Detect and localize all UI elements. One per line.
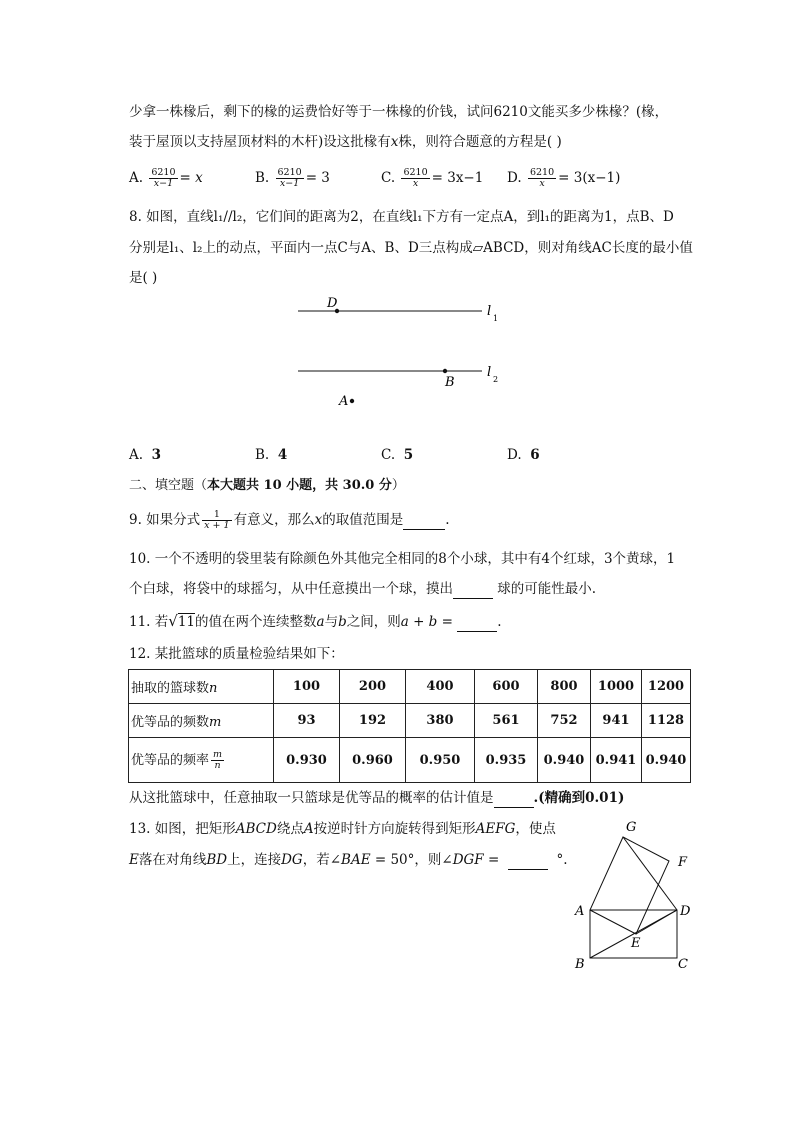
q8-option-c[interactable]: C. 5	[381, 447, 414, 463]
q10-line2: 个白球，将袋中的球摇匀，从中任意摸出一个球，摸出 球的可能性最小.	[129, 581, 597, 597]
q7-option-d[interactable]: D. $\frac{6210}{x}$ = 3(x−1)	[507, 167, 621, 189]
cell: 0.940	[642, 738, 691, 783]
cell: 0.940	[538, 738, 591, 783]
q10-line1: 10. 一个不透明的袋里装有除颜色外其他完全相同的8个小球，其中有4个红球，3个黄球，1	[129, 551, 676, 567]
row-label: 优等品的频率 $\frac{m}{n}$	[129, 738, 274, 783]
table-row	[129, 738, 691, 783]
q9: 9. 如果分式 $\frac{1}{x + 1}$ 有意义，那么x的取值范围是 .	[129, 509, 450, 531]
q7-line2: 装于屋顶以支持屋顶材料的木杆)设这批椽有x株，则符合题意的方程是( )	[129, 134, 562, 150]
table-row	[129, 670, 691, 704]
q8-figure	[290, 293, 510, 413]
cell: 0.930	[274, 738, 340, 783]
q7-option-b[interactable]: B. $\frac{6210}{x-1}$ = 3	[255, 167, 330, 189]
q11-answer-blank[interactable]	[457, 613, 497, 632]
cell: 100	[274, 670, 340, 704]
cell: 941	[591, 704, 642, 738]
cell: 0.941	[591, 738, 642, 783]
row-label: 抽取的篮球数n	[129, 670, 274, 704]
q13-answer-blank[interactable]	[508, 851, 548, 870]
label-b: B	[445, 375, 455, 390]
section2-title: 二、填空题（本大题共 10 小题，共 30.0 分）	[129, 478, 405, 493]
cell: 752	[538, 704, 591, 738]
label-a: A	[339, 394, 349, 409]
q8-option-a[interactable]: A. 3	[129, 447, 162, 463]
rect-aefg	[590, 837, 669, 934]
table-row	[129, 704, 691, 738]
label-l2: l	[487, 365, 492, 380]
label-l1-sub: 1	[493, 314, 499, 323]
cell: 0.960	[340, 738, 406, 783]
cell: 800	[538, 670, 591, 704]
q8-line1: 8. 如图，直线l₁//l₂，它们间的距离为2，在直线l₁下方有一定点A，到l₁的距离为1，点B、D	[129, 209, 674, 225]
q13-figure	[570, 815, 700, 975]
q7-option-c[interactable]: C. $\frac{6210}{x}$ = 3x−1	[381, 167, 484, 189]
segment-de	[636, 910, 677, 934]
q9-answer-blank[interactable]	[403, 511, 445, 530]
label-e: E	[631, 936, 641, 951]
cell: 561	[475, 704, 538, 738]
label-a: A	[575, 904, 585, 919]
segment-dg	[623, 837, 677, 910]
q11: 11. 若√11的值在两个连续整数a与b之间，则a + b = .	[129, 612, 502, 630]
cell: 192	[340, 704, 406, 738]
label-l1: l	[487, 304, 492, 319]
label-g: G	[626, 820, 637, 835]
q8-options	[129, 446, 549, 464]
row-label: 优等品的频数m	[129, 704, 274, 738]
cell: 1200	[642, 670, 691, 704]
q12-answer-blank[interactable]	[494, 789, 534, 808]
q7-option-a[interactable]: A. $\frac{6210}{x-1}$ = x	[129, 167, 203, 189]
label-c: C	[678, 957, 688, 972]
q7-line1: 少拿一株椽后，剩下的椽的运费恰好等于一株椽的价钱，试问6210文能买多少株椽？(椽，	[129, 104, 669, 120]
label-f: F	[678, 855, 688, 870]
label-d: D	[680, 904, 691, 919]
q12-intro: 12. 某批篮球的质量检验结果如下：	[129, 646, 344, 662]
cell: 380	[406, 704, 475, 738]
label-l2-sub: 2	[493, 375, 499, 384]
q12-after: 从这批篮球中，任意抽取一只篮球是优等品的概率的估计值是 .(精确到0.01)	[129, 790, 625, 806]
label-d: D	[327, 296, 338, 311]
cell: 600	[475, 670, 538, 704]
point-b	[443, 369, 447, 373]
cell: 0.950	[406, 738, 475, 783]
q13-line2: E落在对角线BD上，连接DG，若∠BAE = 50°，则∠DGF = °.	[129, 852, 568, 868]
cell: 93	[274, 704, 340, 738]
point-a	[350, 399, 354, 403]
q8-option-b[interactable]: B. 4	[255, 447, 288, 463]
q8-line2: 分别是l₁、l₂上的动点，平面内一点C与A、B、D三点构成▱ABCD，则对角线AC长度的最小值	[129, 240, 693, 256]
cell: 1128	[642, 704, 691, 738]
label-b: B	[575, 957, 585, 972]
sqrt-sign: √	[168, 612, 178, 630]
q13-line1: 13. 如图，把矩形ABCD绕点A按逆时针方向旋转得到矩形AEFG，使点	[129, 821, 556, 837]
q8-line3: 是( )	[129, 270, 158, 286]
cell: 0.935	[475, 738, 538, 783]
cell: 200	[340, 670, 406, 704]
cell: 1000	[591, 670, 642, 704]
q8-option-d[interactable]: D. 6	[507, 447, 540, 463]
q12-table	[128, 669, 691, 783]
cell: 400	[406, 670, 475, 704]
q10-answer-blank[interactable]	[453, 580, 493, 599]
